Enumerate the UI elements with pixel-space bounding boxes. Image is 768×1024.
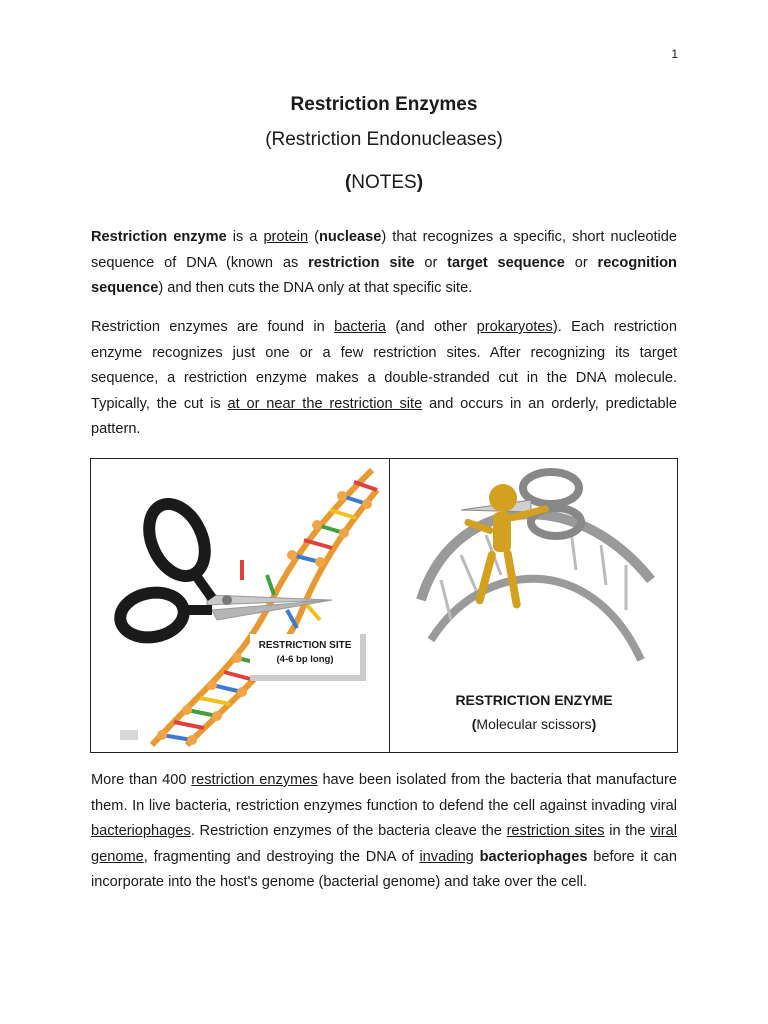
paragraph-definition: Restriction enzyme is a protein (nuclease) that recognizes a specific, short nucleotide sequence of DNA (known as restriction site or target sequence or recognition sequence) and then cuts the DNA only at that specific site. bbox=[91, 229, 677, 296]
dna-ribbon-icon bbox=[421, 514, 651, 660]
molecular-scissors-figure bbox=[391, 460, 677, 752]
paragraph-sources: Restriction enzymes are found in bacteria (and other prokaryotes). Each restriction enzyme recognizes just one or a few restriction sites. After recognizing its target sequence, a restriction enzyme makes a double-stranded cut in the DNA molecule. Typically, the cut is at or near the restriction site and occurs in an orderly, predictable pattern. bbox=[91, 319, 677, 437]
document-title: Restriction Enzymes bbox=[290, 94, 478, 115]
notes-heading: (NOTES) bbox=[344, 172, 424, 193]
document-subtitle: (Restriction Endonucleases) bbox=[265, 129, 503, 150]
page-number: 1 bbox=[671, 47, 678, 61]
figure-divider bbox=[389, 459, 390, 752]
dna-scissors-illustration bbox=[92, 460, 389, 752]
dna-scissors-figure bbox=[92, 460, 389, 752]
restriction-site-label: RESTRICTION SITE (4-6 bp long) bbox=[250, 634, 366, 681]
gold-figure-scissors-illustration bbox=[391, 460, 677, 680]
figure-table bbox=[90, 458, 678, 753]
paragraph-function: More than 400 restriction enzymes have been isolated from the bacteria that manufacture them. In live bacteria, restriction enzymes function to defend the cell against invading viral bacteriophages. Restriction enzymes of the bacteria cleave the restriction sites in the viral genome, fragmenting and destroying the DNA of invading bacteriophages before it can incorporate into the host's genome (bacterial genome) and take over the cell. bbox=[91, 772, 677, 890]
watermark bbox=[120, 730, 138, 740]
enzyme-caption: RESTRICTION ENZYME (Molecular scissors) bbox=[455, 692, 613, 732]
